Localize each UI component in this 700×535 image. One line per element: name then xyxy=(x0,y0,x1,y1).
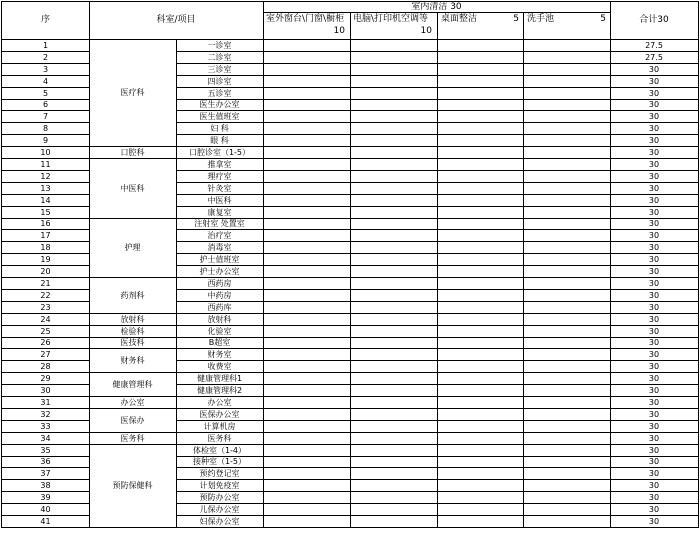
row-seq: 38 xyxy=(1,479,90,492)
row-total: 30 xyxy=(610,325,699,338)
row-seq: 19 xyxy=(1,253,90,266)
row-item: 四诊室 xyxy=(176,75,264,88)
row-item: 西药库 xyxy=(176,301,264,314)
row-total: 30 xyxy=(610,218,699,230)
row-item: 收费室 xyxy=(176,360,264,373)
row-seq: 14 xyxy=(1,194,90,207)
row-total: 30 xyxy=(610,75,699,88)
row-total: 30 xyxy=(610,87,699,100)
row-item: 健康管理科1 xyxy=(176,372,264,385)
row-total: 30 xyxy=(610,229,699,242)
header-col-1 xyxy=(263,12,351,40)
header-total: 合计30 xyxy=(610,1,699,40)
header-col-label: 洗手池 xyxy=(527,14,555,24)
row-total: 30 xyxy=(610,182,699,195)
header-col-score: 5 xyxy=(600,14,606,24)
row-seq: 25 xyxy=(1,325,90,338)
row-seq: 16 xyxy=(1,218,90,230)
row-seq: 3 xyxy=(1,63,90,76)
row-item: 医务科 xyxy=(176,432,264,445)
row-total: 30 xyxy=(610,515,699,528)
header-group-indoor-cleaning: 室内清洁 30 xyxy=(263,1,611,13)
row-total: 30 xyxy=(610,99,699,111)
row-seq: 8 xyxy=(1,122,90,135)
row-seq: 29 xyxy=(1,372,90,385)
row-item: 眼 科 xyxy=(176,134,264,147)
header-col-4 xyxy=(523,12,611,40)
row-seq: 7 xyxy=(1,110,90,123)
row-item: 医生值班室 xyxy=(176,110,264,123)
row-item: 西药房 xyxy=(176,277,264,290)
row-item: 妇 科 xyxy=(176,122,264,135)
department-cell: 放射科 xyxy=(89,313,177,326)
row-score-cell xyxy=(437,515,524,528)
department-cell: 办公室 xyxy=(89,396,177,409)
row-seq: 33 xyxy=(1,420,90,433)
row-item: 儿保办公室 xyxy=(176,503,264,516)
row-total: 30 xyxy=(610,384,699,397)
header-col-label: 室外窗台\门窗\橱柜 xyxy=(266,14,345,24)
department-cell: 医技科 xyxy=(89,337,177,349)
row-item: 体检室（1-4） xyxy=(176,444,264,457)
row-score-cell xyxy=(263,515,351,528)
department-cell: 口腔科 xyxy=(89,146,177,159)
row-item: 健康管理科2 xyxy=(176,384,264,397)
row-total: 27.5 xyxy=(610,39,699,52)
row-total: 27.5 xyxy=(610,51,699,64)
row-score-cell xyxy=(350,515,438,528)
header-col-score: 5 xyxy=(513,14,519,24)
header-col-2 xyxy=(350,12,438,40)
row-item: 康复室 xyxy=(176,206,264,219)
row-item: 注射室 处置室 xyxy=(176,218,264,230)
row-item: 护士办公室 xyxy=(176,265,264,278)
row-seq: 39 xyxy=(1,491,90,504)
row-seq: 23 xyxy=(1,301,90,314)
row-total: 30 xyxy=(610,456,699,468)
row-seq: 28 xyxy=(1,360,90,373)
row-seq: 5 xyxy=(1,87,90,100)
row-score-cell xyxy=(523,515,611,528)
row-total: 30 xyxy=(610,122,699,135)
row-total: 30 xyxy=(610,408,699,421)
row-seq: 11 xyxy=(1,158,90,171)
score-table xyxy=(1,1,699,534)
row-seq: 13 xyxy=(1,182,90,195)
row-seq: 4 xyxy=(1,75,90,88)
row-seq: 6 xyxy=(1,99,90,111)
row-total: 30 xyxy=(610,348,699,361)
row-total: 30 xyxy=(610,134,699,147)
row-seq: 17 xyxy=(1,229,90,242)
row-seq: 15 xyxy=(1,206,90,219)
row-seq: 12 xyxy=(1,170,90,183)
row-total: 30 xyxy=(610,253,699,266)
row-item: 办公室 xyxy=(176,396,264,409)
row-total: 30 xyxy=(610,301,699,314)
row-total: 30 xyxy=(610,241,699,254)
row-seq: 1 xyxy=(1,39,90,52)
row-total: 30 xyxy=(610,313,699,326)
header-col-3 xyxy=(437,12,524,40)
row-item: 推拿室 xyxy=(176,158,264,171)
row-item: 医保办公室 xyxy=(176,408,264,421)
row-total: 30 xyxy=(610,491,699,504)
row-total: 30 xyxy=(610,206,699,219)
row-seq: 34 xyxy=(1,432,90,445)
row-seq: 27 xyxy=(1,348,90,361)
row-item: 中药房 xyxy=(176,289,264,302)
row-item: 计划免疫室 xyxy=(176,479,264,492)
header-col-label: 电脑\打印机空调等 xyxy=(353,14,429,24)
header-seq: 序 xyxy=(1,1,90,40)
row-total: 30 xyxy=(610,479,699,492)
row-seq: 24 xyxy=(1,313,90,326)
row-item: 财务室 xyxy=(176,348,264,361)
row-item: 预防办公室 xyxy=(176,491,264,504)
department-cell: 医保办 xyxy=(89,408,177,433)
row-item: 计算机房 xyxy=(176,420,264,433)
row-total: 30 xyxy=(610,146,699,159)
department-cell: 财务科 xyxy=(89,348,177,373)
row-total: 30 xyxy=(610,110,699,123)
row-seq: 30 xyxy=(1,384,90,397)
row-total: 30 xyxy=(610,194,699,207)
row-seq: 10 xyxy=(1,146,90,159)
row-seq: 20 xyxy=(1,265,90,278)
header-col-label: 桌面整洁 xyxy=(441,14,478,24)
row-seq: 18 xyxy=(1,241,90,254)
row-seq: 21 xyxy=(1,277,90,290)
row-item: 二诊室 xyxy=(176,51,264,64)
row-total: 30 xyxy=(610,467,699,480)
row-item: 化验室 xyxy=(176,325,264,338)
header-col-score: 10 xyxy=(420,26,432,36)
row-item: 针灸室 xyxy=(176,182,264,195)
department-cell: 检验科 xyxy=(89,325,177,338)
row-seq: 37 xyxy=(1,467,90,480)
row-seq: 2 xyxy=(1,51,90,64)
department-cell: 医疗科 xyxy=(89,39,177,147)
row-item: 五诊室 xyxy=(176,87,264,100)
row-item: 医生办公室 xyxy=(176,99,264,111)
row-seq: 41 xyxy=(1,515,90,528)
row-item: 放射科 xyxy=(176,313,264,326)
department-cell: 药剂科 xyxy=(89,277,177,314)
row-seq: 26 xyxy=(1,337,90,349)
row-total: 30 xyxy=(610,396,699,409)
row-seq: 9 xyxy=(1,134,90,147)
department-cell: 预防保健科 xyxy=(89,444,177,528)
row-total: 30 xyxy=(610,337,699,349)
row-seq: 31 xyxy=(1,396,90,409)
department-cell: 医务科 xyxy=(89,432,177,445)
row-item: 妇保办公室 xyxy=(176,515,264,528)
row-seq: 32 xyxy=(1,408,90,421)
header-dept-item: 科室/项目 xyxy=(89,1,264,40)
row-total: 30 xyxy=(610,444,699,457)
row-total: 30 xyxy=(610,265,699,278)
row-item: 中医科 xyxy=(176,194,264,207)
row-total: 30 xyxy=(610,170,699,183)
row-item: 一诊室 xyxy=(176,39,264,52)
row-seq: 36 xyxy=(1,456,90,468)
row-seq: 40 xyxy=(1,503,90,516)
department-cell: 健康管理科 xyxy=(89,372,177,397)
header-col-score: 10 xyxy=(333,26,345,36)
row-total: 30 xyxy=(610,432,699,445)
row-total: 30 xyxy=(610,277,699,290)
row-item: 三诊室 xyxy=(176,63,264,76)
row-total: 30 xyxy=(610,158,699,171)
row-item: B超室 xyxy=(176,337,264,349)
row-seq: 22 xyxy=(1,289,90,302)
row-total: 30 xyxy=(610,360,699,373)
row-total: 30 xyxy=(610,372,699,385)
row-item: 治疗室 xyxy=(176,229,264,242)
row-item: 护士值班室 xyxy=(176,253,264,266)
row-item: 接种室（1-5） xyxy=(176,456,264,468)
row-item: 口腔诊室（1-5） xyxy=(176,146,264,159)
row-total: 30 xyxy=(610,503,699,516)
row-total: 30 xyxy=(610,289,699,302)
row-total: 30 xyxy=(610,420,699,433)
row-item: 预约登记室 xyxy=(176,467,264,480)
row-total: 30 xyxy=(610,63,699,76)
row-seq: 35 xyxy=(1,444,90,457)
department-cell: 护理 xyxy=(89,218,177,278)
department-cell: 中医科 xyxy=(89,158,177,219)
row-item: 消毒室 xyxy=(176,241,264,254)
row-item: 理疗室 xyxy=(176,170,264,183)
